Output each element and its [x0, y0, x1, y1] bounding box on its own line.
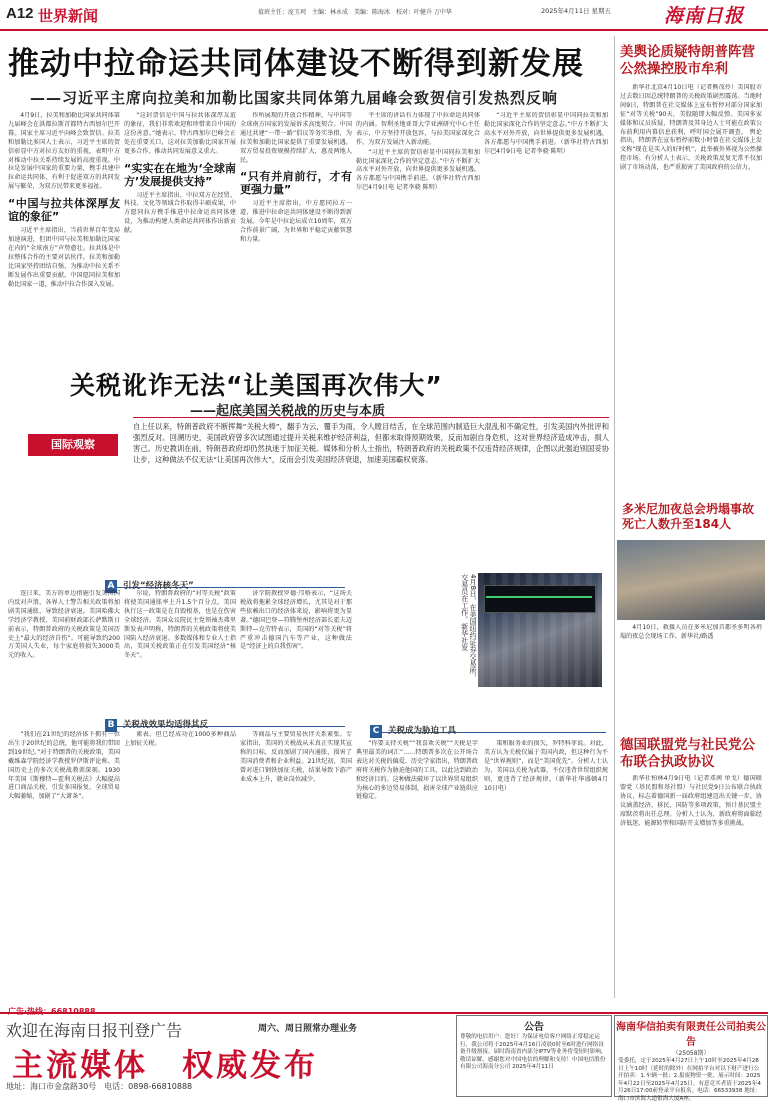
feature-intro: 自上任以来，特朗普政府不断挥舞“关税大棒”，翻手为云，覆手为雨，令人瞠目结舌，在全球范围内制造巨大混乱和不确定性，引发美国内外批评和强烈反对。回溯历史，美国政府曾多次试图通过提升关税来维护经济利益，但都未取得预期效果，反而加剧自身危机，这对世界经济造成冲击，损人害己。历史教训在前，特朗普政府却仍然执迷于加征关税。媒体和分析人士指出，特朗普政府的关税政策不仅违背经济规律，企图以此强迫别国妥协让步，这种做法不仅无法“让美国再次伟大”，反而会引发美国经济衰退，加速美国霸权衰落。 — [133, 417, 609, 465]
paragraph: 策和服务业的损失，罗特科菲说。对此，美方认为关税仅属于美国内政，但这种行为不是“世界规则”，而是“美国优先”。分析人士认为，美国以关税为武器，不仅违背世贸组织规则，更违背了经济规律。（新华社华盛顿4月10日电） — [484, 740, 608, 792]
notice-title: 公告 — [524, 1022, 544, 1033]
side-headline-germany: 德国联盟党与社民党公布联合执政协议 — [620, 737, 755, 770]
column-divider — [614, 36, 615, 998]
article-column-4 — [356, 112, 480, 357]
paragraph: 新华社柏林4月9日电（记者邓茜 单戈）德国联盟党（基民盟和基社盟）与社民党9日公布联合执政协议，标志着德国新一届政府组建迈出关键一步。协议涵盖经济、移民、国防等多项政策，预计基民盟主席默茨将出任总理。分析人士认为，新政府将面临经济低迷、能源转型和国防开支增加等多重挑战。 — [620, 775, 762, 827]
header-rule — [0, 29, 768, 31]
auction-title: 海南华信拍卖有限责任公司拍卖公告 — [616, 1022, 766, 1048]
section-title: 引发“经济核冬天” — [123, 581, 194, 591]
paragraph: 新华社北京4月10日电（记者熊茂伶）美国股市过去数日因总统特朗普的关税政策剧烈震荡。当地时间9日，特朗普在社交媒体上宣布暂停对部分国家加征“对等关税”90天，美股随即大幅反弹。美国多家媒体和议员质疑，特朗普及其身边人士可能在政策公布前利用内幕信息获利，呼吁国会展开调查。 舆论指出，特朗普在宣布暂停前数小时曾在社交媒体上发文称“现在是买入的好时机”，此举被外界视为公然操控市场。有分析人士表示，关税政策反复无常不仅加剧了市场动荡，也严重损害了美国政府的公信力。 — [620, 84, 762, 172]
main-headline: 推动中拉命运共同体建设不断得到新发展 — [8, 46, 584, 82]
issue-date: 2025年4月11日 星期五 — [541, 7, 612, 15]
newspaper-logo: 海南日报 — [664, 5, 745, 27]
page-number: A12 — [6, 5, 34, 22]
paragraph: 平主席的讲话有力体现了中拉命运共同体的内涵。智利圣地亚哥大学亚洲研究中心主任表示，中方坚持开放包容，与拉美国家深化合作，为双方发展注入新动能。 — [356, 112, 480, 146]
side-headline-collapse: 多米尼加夜总会坍塌事故死亡人数升至184人 — [622, 502, 755, 531]
ad-welcome-text: 欢迎在海南日报刊登广告 — [6, 1021, 183, 1040]
section-letter: C — [370, 725, 382, 738]
paragraph: 素表，但已经成功在1000多种商品上加征关税。 — [124, 731, 236, 747]
feature-subheadline: ——起底美国关税战的历史与本质 — [190, 404, 386, 419]
section-heading: “只有并肩前行，才有更强力量” — [240, 170, 352, 197]
editor-credits: 值班主任：庞玉珂 主编：林永成 美编：陈海冰 校对：叶健升 万中华 — [258, 9, 452, 16]
feature-column-c2 — [484, 740, 608, 993]
ticker-line — [486, 596, 592, 598]
auction-issue: （25058期） — [672, 1050, 710, 1057]
paragraph: 连日来，美方的单边措施引发美国国内反对声浪，各界人士警告相关政策将加剧美国通胀，导致经济衰退。美国哈佛大学经济学教授、美国前财政部长萨默斯日前表示，特朗普政府的关税政策是美国历史上“最大的经济自伤”。可能导致约200万美国人失业，每个家庭将损失3000美元的收入。 — [8, 590, 120, 660]
article-column-2 — [124, 112, 236, 357]
ad-weekend-text: 周六、周日照常办理业务 — [258, 1024, 358, 1034]
main-subheadline: ——习近平主席向拉美和加勒比国家共同体第九届峰会致贺信引发热烈反响 — [30, 89, 559, 107]
feature-headline: 关税讹诈无法“让美国再次伟大” — [70, 371, 443, 400]
paragraph: 等商品与主要贸易伙伴关系紧张。专家指出，美国的关税战从未真正实现其宣称的目标，反而加剧了国内通胀，损害了美国消费者和企业利益。21世纪初，美国曾对进口钢铁加征关税，结果导致下游产业成本上升，就业岗位减少。 — [240, 731, 352, 783]
telecom-notice — [456, 1015, 612, 1097]
paragraph: 习近平主席指出，当前世界百年变局加速演进，但团中国与拉美和加勒比国家在内的“全球南方”声势愈壮。拉共体是中拉整体合作的主要对话伙伴。拉美和加勒比国家坚持团结自强，为推动中拉关系不断发展作出重要贡献。中国愿同拉美和加勒比国家一道，推动中拉合作深入发展。 — [8, 227, 120, 288]
section-title: 关税战效果均适得其反 — [123, 720, 209, 730]
section-a-header — [105, 573, 345, 591]
photo-caption-collapse — [620, 624, 762, 684]
ad-label-bar — [0, 999, 768, 1013]
paragraph: 济学院教授罗德·邝格表示，“这场关税战将拖累全球经济增长，尤其是对于那些依赖出口的经济体来说，影响将更为显著。”德国巴登—符腾堡州经济部长霍夫迈斯特—克劳特表示，美国的“对等关税”将严重冲击德国汽车等产业，这种做法是“经济上的自我伤害”。 — [240, 590, 352, 651]
paragraph: 作所展现的开放合作精神，与中国等全球南方国家的发展诉求高度契合。中国通过共建“一带一路”倡议等务实举措，为拉美和加勒比国家提供了重要发展机遇，双方贸易投资规模持续扩大，惠及两地人民。 — [240, 112, 352, 164]
paragraph: “这封贺信是中国与拉共体深厚友谊的象征，我们非常欢迎和珍惜来自中国的这份善意。”她表示，特古西加尔巴峰会正处在重要关口，这对拉美加勒比国家开展更多合作、推动共同发展意义重大。 — [124, 112, 236, 155]
side-article-germany — [620, 775, 762, 995]
paragraph: “习近平主席的贺信彰显中国同拉美和加勒比国家深化合作的坚定意志。”中方不断扩大高水平对外开放，向世界提供更多发展机遇，各方都愿与中国携手前进。（新华社特古西加尔巴4月9日电 记者李骁 陈明） — [356, 148, 480, 192]
feature-column-b3 — [240, 731, 352, 993]
side-headline-stock: 美舆论质疑特朗普阵营公然操控股市牟利 — [620, 44, 755, 77]
international-observation-tag: 国际观察 — [28, 434, 118, 456]
feature-column-a1 — [8, 590, 120, 702]
feature-column-b2 — [124, 731, 236, 993]
photo-caption: 4月8日，在美国纽约证券交易所，交易员在工作。新华社发 — [460, 574, 477, 681]
section-heading: “中国与拉共体深厚友谊的象征” — [8, 197, 120, 224]
notice-text: 尊敬的电信用户：您好！为保证电信客户网络正常稳定运行，我公司将于2025年4月16日凌晨0时至6时进行网络设备升级割接。届时海南省内部分IPTV等业务将受短时影响，敬请谅解。感谢您对中国电信的理解和支持！中国电信股份有限公司海南分公司 2025年4月11日 — [460, 1034, 607, 1071]
article-column-5 — [484, 112, 608, 357]
paragraph: “我们在21世纪的经济体下拥有一位出生于20世纪的总统，他可能将我们带回到19世纪。”对于特朗普的关税政策，美国戴维森学院经济学教授罗伊斯评论称。美国历史上的多次关税战教训深刻。1930年美国《斯穆特—霍利关税法》大幅提高进口商品关税，引发多国报复，全球贸易大幅萎缩，加剧了“大萧条”。 — [8, 731, 120, 801]
article-column-1 — [8, 112, 120, 357]
paragraph: “习近平主席的贺信彰显中国同拉美和加勒比国家深化合作的坚定意志。”中方不断扩大高水平对外开放，向世界提供更多发展机遇，各方都愿与中国携手前进。（新华社特古西加尔巴4月9日电 记者李骁 陈明） — [484, 112, 608, 155]
feature-column-c1 — [356, 740, 478, 993]
ad-address: 地址：海口市金盘路30号 电话：0898-66810888 — [6, 1082, 193, 1091]
section-letter: B — [105, 719, 117, 732]
ad-rule — [0, 1012, 768, 1014]
article-column-3 — [240, 112, 352, 357]
paragraph: 习近平主席指出，中拉双方在经贸、科技、文化等领域合作取得丰硕成果，中方愿同拉方携手推进中拉命运共同体建设，为推动构建人类命运共同体作出新贡献。 — [124, 191, 236, 235]
section-b-header — [105, 712, 345, 730]
paragraph: 习近平主席指出，中方愿同拉方一道，推进中拉命运共同体建设不断得到新发展。今年是中拉论坛成立10周年，双方合作前景广阔，为世界和平稳定贡献智慧和力量。 — [240, 200, 352, 244]
paragraph: “你要支持关税”“我喜欢关税”“关税是字典里最美的词汇”……特朗普多次在公开场合表达对关税的偏爱。历史学家指出，特朗普政府将关税作为胁迫他国的工具，以此达到政治和经济目的。这种做法破坏了以世界贸易组织为核心的多边贸易体制，损害全球产业链供应链稳定。 — [356, 740, 478, 801]
section-name: 世界新闻 — [38, 7, 99, 25]
auction-text: 受委托，定于2025年4月27日上午10时至2025年4月28日上午10时（延时的除外）在网拍平台对以下财产进行公开拍卖：1.车辆一批；2.报废物资一批。展示时间：2025年4月22日至2025年4月25日。有意竞买者请于2025年4月26日17:00前登录平台报名。电话：66533938 地址：海口市滨海大道银海大厦A座。 — [618, 1058, 761, 1102]
ad-slogan: 主流媒体 权威发布 — [12, 1048, 318, 1084]
ticker-screen — [484, 585, 596, 613]
auction-notice — [614, 1015, 768, 1102]
section-heading: “实实在在地为‘全球南方’发展提供支持” — [124, 161, 236, 188]
rescue-photo — [617, 540, 765, 620]
side-article-stock — [620, 84, 762, 494]
feature-column-b1 — [8, 731, 120, 993]
paragraph: 4月9日，拉美和加勒比国家共同体第九届峰会在洪都拉斯首都特古西加尔巴开幕。国家主席习近平向峰会致贺信。拉美和加勒比多国人士表示，习近平主席的贺信彰显中方对拉方友好的重视，表明中方对推动中拉关系持续发展的高度重视。中拉是发展中国家的重要力量，携手共建中拉命运共同体，有利于促进双方的共同发展与繁荣，为双方民带来更多福祉。 — [8, 112, 120, 191]
section-c-header — [370, 718, 606, 736]
feature-column-a2 — [124, 590, 236, 702]
feature-column-a3 — [240, 590, 352, 702]
section-title: 关税成为胁迫工具 — [388, 726, 457, 736]
paragraph: 尔说，特朗普政府的“对等关税”政策将使美国通胀率上升1.5个百分点，美国执行这一政策是在自毁根基，也是在伤害全球经济。美国众议院民主党领袖杰弗里斯发表声明称，特朗普的关税政策将使美国陷入经济衰退。多数媒体和专业人士指出，美国关税政策正在引发美国经济“核冬天”。 — [124, 590, 236, 660]
section-letter: A — [105, 580, 117, 593]
page-header — [0, 0, 768, 30]
caption-text: 4月10日，救援人员在多米尼加首都圣多明各坍塌的夜总会现场工作。新华社/路透 — [620, 624, 762, 640]
